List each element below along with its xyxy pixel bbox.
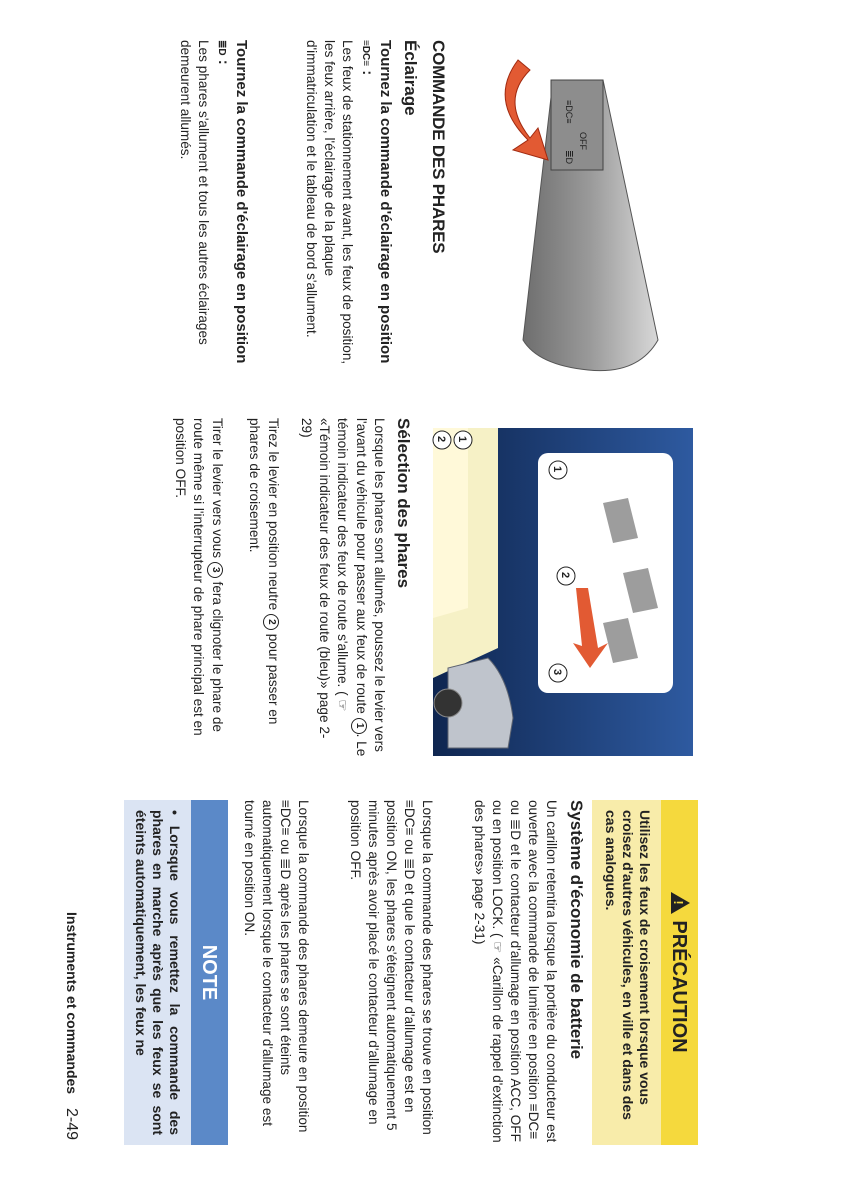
section-selection: Sélection des phares [394, 418, 413, 589]
sub-heading-parking-text: Tournez la commande d'éclairage en position [377, 40, 394, 364]
circled-3: 3 [551, 669, 563, 676]
section-battery-saver: Système d'économie de batterie [567, 800, 586, 1060]
warning-triangle-icon: ! [671, 892, 690, 914]
parking-lights-body: Les feux de stationnement avant, les feux de position, les feux arrière, l'éclairage de la plaque d'immatriculation et le tableau de bord s'allument. [304, 40, 355, 365]
selection-para-2 [245, 418, 282, 758]
headlight-selection-illustration [428, 418, 698, 758]
headlights-body: Les phares s'allument et tous les autres éclairages demeurent allumés. [178, 40, 211, 345]
circled-2-road: 2 [435, 436, 447, 443]
caution-text: Utilisez les feux de croisement lorsque vous croisez d'autres véhicules, en ville et dans des cas analogues. [592, 800, 661, 1145]
colon: : [215, 55, 232, 65]
headlights-block [176, 40, 250, 380]
p3-text-a: Tirer le levier vers vous [210, 418, 225, 558]
headlight-symbol: ≣D [564, 150, 574, 165]
colon: : [359, 66, 376, 76]
circled-number: 3 [207, 562, 223, 578]
circled-1-road: 1 [456, 436, 468, 443]
p1-reference: «Témoin indicateur des feux de route (bleu)» page 2-29) [299, 418, 332, 739]
sub-heading-headlights [212, 40, 250, 380]
off-label: OFF [578, 132, 588, 150]
selection-para-1 [297, 418, 388, 758]
battery-para-2: Lorsque la commande des phares se trouve en position ≡DC≡ ou ≣D et que le contacteur d'allumage est en position ON, les phares s'éteignent automatiquement 5 minutes après avoir placé le contacteur d'allumage en position OFF. [348, 800, 435, 1135]
caution-title: PRÉCAUTION [668, 920, 690, 1053]
section-eclairage: Éclairage [401, 40, 420, 116]
headlight-symbol-inline: ≣D [216, 40, 227, 56]
circled-number: 2 [263, 614, 279, 630]
reference-icon: ☞ [335, 699, 350, 712]
page-footer [62, 912, 80, 1140]
parking-symbol: ≡DC≡ [564, 100, 574, 124]
p3-text-b: fera clignoter le phare de route même si l'interrupteur de phare principal est en position OFF. [173, 418, 225, 736]
parking-lights-symbol: ≡DC≡ [360, 40, 371, 67]
parking-lights-block [302, 40, 394, 380]
note-header: NOTE [198, 944, 220, 1001]
p1-text-a: Lorsque les phares sont allumés, poussez le levier vers l'avant du véhicule pour passer aux feux de route [354, 418, 387, 752]
caution-box [592, 800, 698, 1145]
footer-section: Instruments et commandes [64, 912, 80, 1095]
selection-para-3 [171, 418, 226, 758]
circled-2: 2 [559, 572, 571, 579]
p1-text-b: . Le témoin indicateur des feux de route s'allume. ( [335, 418, 369, 757]
note-box [124, 800, 228, 1145]
sub-heading-parking [356, 40, 394, 380]
note-text: • Lorsque vous remettez la commande des phares en marche après que les feux se sont éteints automatiquement, les feux ne [124, 800, 191, 1145]
circled-1: 1 [551, 466, 563, 473]
caution-header [661, 800, 698, 1145]
battery-para-1: Un carillon retentira lorsque la portière du conducteur est ouverte avec la commande de lumière en position ≡DC≡ ou ≣D et le contacteur d'allumage en position ACC, OFF ou en position LOCK. ( ☞ «Carillon de rappel d'extinction des phares» page 2-31) [472, 800, 559, 1143]
page-number: 2-49 [63, 1107, 80, 1140]
p2-text-b: pour passer en phares de croisement. [247, 418, 281, 725]
main-title: COMMANDE DES PHARES [429, 40, 448, 254]
note-bullet-text: Lorsque vous remettez la commande des phares en marche après que les feux se sont éteints automatiquement, les feux ne [133, 810, 183, 1135]
battery-para-3: Lorsque la commande des phares demeure en position ≡DC≡ ou ≣D après les phares se sont éteints automatiquement lorsque le contacteur d'allumage est tourné en position ON. [242, 800, 311, 1133]
sub-heading-headlights-text: Tournez la commande d'éclairage en position [233, 40, 250, 364]
stalk-illustration [468, 40, 698, 380]
circled-number: 1 [351, 718, 367, 734]
p2-text-a: Tirez le levier en position neutre [266, 418, 281, 611]
